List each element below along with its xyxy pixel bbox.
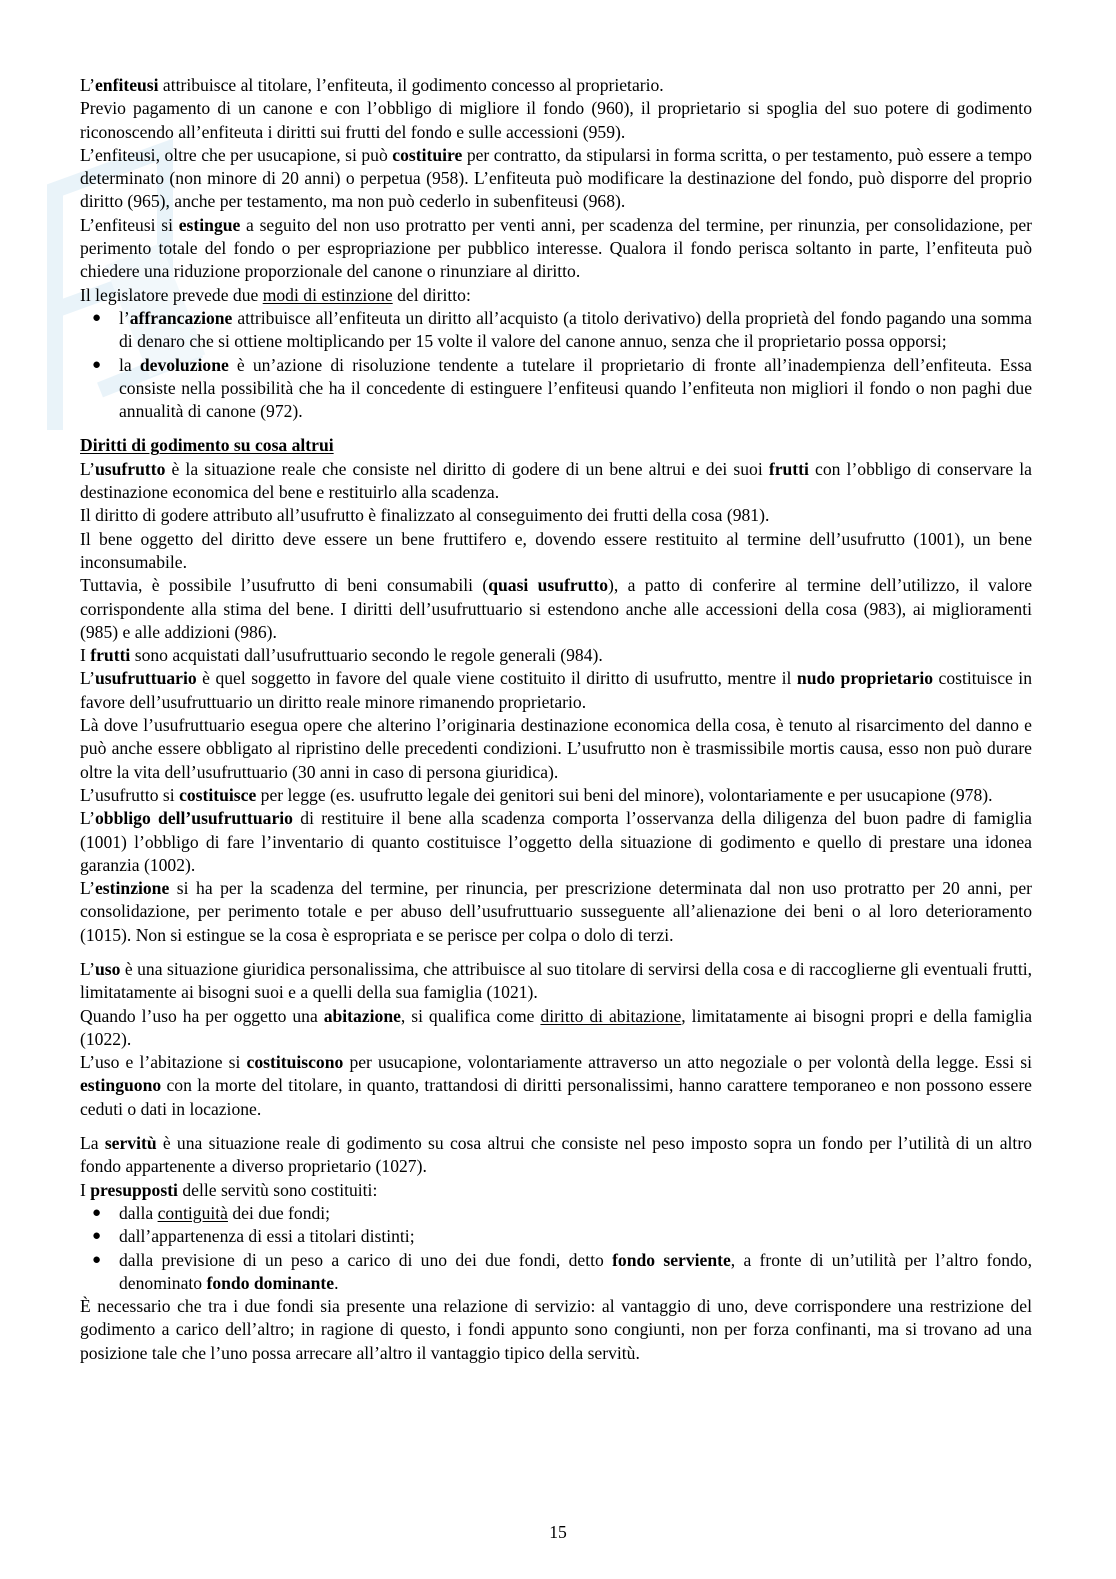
bullet-icon: ● xyxy=(92,1228,102,1245)
usufrutto-estinzione: L’estinzione si ha per la scadenza del termine, per rinuncia, per prescrizione determinata dal non uso protratto per 20 anni, per consolidazione, per perimento totale e per abuso dell’usufruttuario susseguente all’alienazione dei beni o al loro deterioramento (1015). Non si estingue se la cosa è espropriata e se perisce per colpa o dolo di terzi. xyxy=(80,878,1032,945)
enfiteusi-canone: Previo pagamento di un canone e con l’obbligo di migliore il fondo (960), il proprietario si spoglia del suo potere di godimento riconoscendo all’enfiteuta i diritti sui frutti del fondo e sulle accessioni (959). xyxy=(80,98,1032,142)
servitu-definition: La servitù è una situazione reale di godimento su cosa altrui che consiste nel peso imposto sopra un fondo per l’utilità di un altro fondo appartenente a diverso proprietario (1027). xyxy=(80,1133,1032,1177)
list-item: ● dall’appartenenza di essi a titolari distinti; xyxy=(80,1225,1032,1248)
enfiteusi-bullet-list xyxy=(80,307,1032,423)
usufrutto-definition: L’usufrutto è la situazione reale che consiste nel diritto di godere di un bene altrui e dei suoi frutti con l’obbligo di conservare la destinazione economica del bene e restituirlo alla scadenza. xyxy=(80,458,1032,503)
uso-abitazione: Quando l’uso ha per oggetto una abitazione, si qualifica come diritto di abitazione, limitatamente ai bisogni propri e della famiglia (1022). xyxy=(80,1005,1033,1049)
servitu-relazione: È necessario che tra i due fondi sia presente una relazione di servizio: al vantaggio di uno, deve corrispondere una restrizione del godimento a carico dell’altro; in ragione di questo, i fondi appunto sono congiunti, non per forza confinanti, ma si trovano ad una posizione tale che l’uno possa arrecare all’altro il vantaggio tipico della servitù. xyxy=(80,1296,1032,1363)
section-heading: Diritti di godimento su cosa altrui xyxy=(80,435,334,456)
enfiteusi-costituzione: L’enfiteusi, oltre che per usucapione, si può costituire per contratto, da stipularsi in forma scritta, o per testamento, può essere a tempo determinato (non minore di 20 anni) o perpetua (958). L’enfiteuta può modificare la destinazione del fondo, può disporre del proprio diritto (965), anche per testamento, ma non può cederlo in subenfiteusi (968). xyxy=(80,144,1032,212)
list-item: ● dalla previsione di un peso a carico di uno dei due fondi, detto fondo serviente, a fronte di un’utilità per l’altro fondo, denominato fondo dominante. xyxy=(92,1249,1033,1293)
servitu-presupposti: I presupposti delle servitù sono costituiti: xyxy=(80,1179,378,1200)
usufrutto-obbligo: L’obbligo dell’usufruttuario di restituire il bene alla scadenza comporta l’osservanza della diligenza del buon padre di famiglia (1001) l’obbligo di fare l’inventario di quanto costituisce l’oggetto della situazione di godimento e quello di prestare una idonea garanzia (1002). xyxy=(80,808,1032,875)
servitu-bullet-list xyxy=(80,1202,1032,1295)
enfiteusi-modi-estinzione: Il legislatore prevede due modi di estinzione del diritto: xyxy=(80,284,471,305)
usufrutto-usufruttuario: L’usufruttuario è quel soggetto in favore del quale viene costituito il diritto di usufrutto, mentre il nudo proprietario costituisce in favore dell’usufruttuario un diritto reale minore rimanendo proprietario. xyxy=(80,668,1032,712)
list-item: ● dalla contiguità dei due fondi; xyxy=(80,1202,1032,1225)
usufrutto-p2: Il diritto di godere attributo all’usufrutto è finalizzato al conseguimento dei frutti della cosa (981). xyxy=(80,505,770,526)
list-item: ● l’affrancazione attribuisce all’enfiteuta un diritto all’acquisto (a titolo derivativo) della proprietà del fondo pagando una somma di denaro che si ottiene moltiplicando per 15 volte il valore del canone annuo, senza che il proprietario possa opporsi; xyxy=(92,307,1032,352)
enfiteusi-definition: L’enfiteusi attribuisce al titolare, l’enfiteuta, il godimento concesso al proprietario. xyxy=(80,75,664,95)
bullet-icon: ● xyxy=(92,309,102,326)
bullet-icon: ● xyxy=(92,356,102,373)
uso-costituzione: L’uso e l’abitazione si costituiscono per usucapione, volontariamente attraverso un atto negoziale o per volontà della legge. Essi si estinguono con la morte del titolare, in quanto, trattandosi di diritti personalissimi, hanno carattere temporaneo e non possono essere ceduti o dati in locazione. xyxy=(80,1052,1032,1119)
bullet-icon: ● xyxy=(92,1251,102,1268)
usufrutto-quasi: Tuttavia, è possibile l’usufrutto di beni consumabili (quasi usufrutto), a patto di conferire al termine dell’utilizzo, il valore corrispondente alla stima del bene. I diritti dell’usufruttuario si estendono anche alle accessioni della cosa (983), ai miglioramenti (985) e alle addizioni (986). xyxy=(80,575,1032,642)
bullet-icon: ● xyxy=(92,1204,102,1221)
list-item: ● la devoluzione è un’azione di risoluzione tendente a tutelare il proprietario di fronte all’inadempienza dell’enfiteuta. Essa consiste nella possibilità che ha il concedente di estinguere l’enfiteusi quando l’enfiteuta non migliori il fondo o non paghi due annualità di canone (972). xyxy=(92,354,1032,422)
uso-definition: L’uso è una situazione giuridica personalissima, che attribuisce al suo titolare di servirsi della cosa e di raccoglierne gli eventuali frutti, limitatamente ai bisogni suoi e a quelli della sua famiglia (1021). xyxy=(80,958,1032,1003)
usufrutto-p3: Il bene oggetto del diritto deve essere un bene fruttifero e, dovendo essere restituito al termine dell’usufrutto (1001), un bene inconsumabile. xyxy=(80,528,1032,572)
page-number: 15 xyxy=(549,1522,567,1542)
usufrutto-costituzione: L’usufrutto si costituisce per legge (es. usufrutto legale dei genitori sui beni del minore), volontariamente e per usucapione (978). xyxy=(80,784,993,805)
enfiteusi-estinzione: L’enfiteusi si estingue a seguito del non uso protratto per venti anni, per scadenza del termine, per rinunzia, per consolidazione, per perimento totale del fondo o per espropriazione per pubblico interesse. Qualora il fondo perisca soltanto in parte, l’enfiteuta può chiedere una riduzione proporzionale del canone o rinunziare al diritto. xyxy=(80,214,1033,282)
document-page xyxy=(80,74,1032,1365)
usufrutto-p7: Là dove l’usufruttuario esegua opere che alterino l’originaria destinazione economica della cosa, è tenuto al risarcimento del danno e può anche essere obbligato al ripristino delle precedenti condizioni. L’usufrutto non è trasmissibile mortis causa, esso non può durare oltre la vita dell’usufruttuario (30 anni in caso di persona giuridica). xyxy=(80,715,1032,782)
usufrutto-frutti: I frutti sono acquistati dall’usufruttuario secondo le regole generali (984). xyxy=(80,645,603,666)
